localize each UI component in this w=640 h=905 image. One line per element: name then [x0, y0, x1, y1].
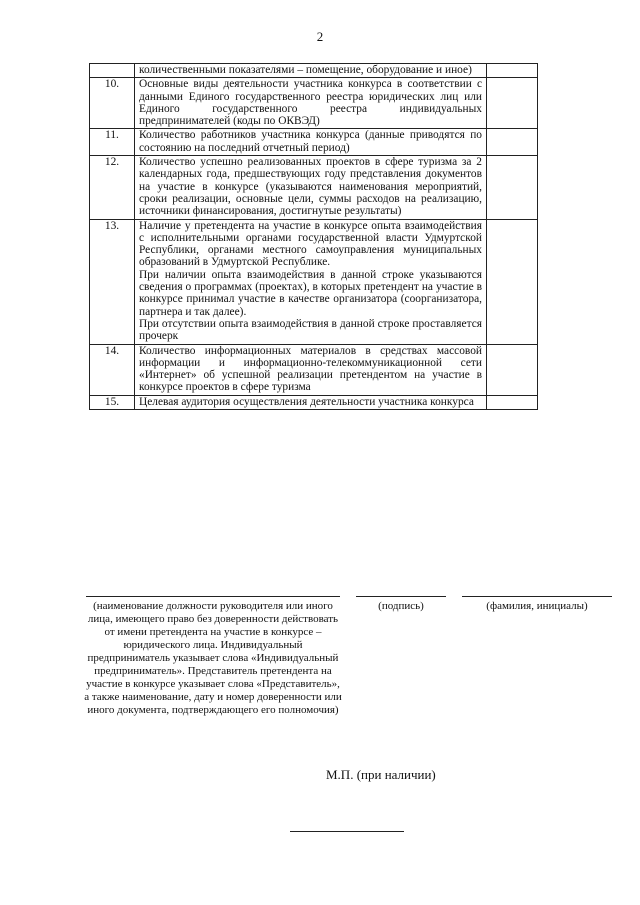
name-caption: (фамилия, инициалы)	[486, 600, 588, 612]
table-row	[90, 156, 538, 219]
row-number: 10.	[90, 78, 135, 129]
bottom-separator-line	[290, 831, 404, 832]
row-description: Целевая аудитория осуществления деятельности участника конкурса	[135, 395, 487, 409]
row-description: Наличие у претендента на участие в конкурсе опыта взаимодействия с исполнительными органами государственной власти Удмуртской Республики, органами местного самоуправления муниципальных образований в Удмуртской Республике. При наличии опыта взаимодействия в данной строке указываются сведения о программах (проектах), в которых претендент на участие в конкурсе принимал участие в качестве организатора (соорганизатора, партнера и так далее). При отсутствии опыта взаимодействия в данной строке проставляется прочерк	[135, 219, 487, 344]
signature-line[interactable]	[356, 596, 446, 597]
row-value-cell[interactable]	[487, 129, 538, 156]
row-value-cell[interactable]	[487, 156, 538, 219]
signature-caption: (подпись)	[378, 600, 424, 612]
table-row	[90, 219, 538, 344]
row-number: 15.	[90, 395, 135, 409]
row-number: 11.	[90, 129, 135, 156]
row-description: количественными показателями – помещение, оборудование и иное)	[135, 64, 487, 78]
row-value-cell[interactable]	[487, 64, 538, 78]
row-number: 13.	[90, 219, 135, 344]
table-row	[90, 64, 538, 78]
application-form-table	[89, 63, 538, 410]
row-number: 14.	[90, 344, 135, 395]
table-row	[90, 78, 538, 129]
row-value-cell[interactable]	[487, 78, 538, 129]
table-row	[90, 344, 538, 395]
row-description: Основные виды деятельности участника конкурса в соответствии с данными Единого государственного реестра юридических лиц или Единого государственного реестра индивидуальных предпринимателей (коды по ОКВЭД)	[135, 78, 487, 129]
row-value-cell[interactable]	[487, 219, 538, 344]
row-number	[90, 64, 135, 78]
row-description: Количество работников участника конкурса (данные приводятся по состоянию на последний отчетный период)	[135, 129, 487, 156]
table-row	[90, 129, 538, 156]
row-description: Количество информационных материалов в средствах массовой информации и информационно-телекоммуникационной сети «Интернет» об успешной реализации претендентом на участие в конкурсе проектов в сфере туризма	[135, 344, 487, 395]
page-number: 2	[316, 29, 324, 44]
name-signature-line[interactable]	[462, 596, 612, 597]
row-number: 12.	[90, 156, 135, 219]
position-signature-line[interactable]	[86, 596, 340, 597]
row-value-cell[interactable]	[487, 395, 538, 409]
row-value-cell[interactable]	[487, 344, 538, 395]
position-caption: (наименование должности руководителя или иного лица, имеющего право без доверенности действовать от имени претендента на участие в конкурсе – юридического лица. Индивидуальный предприниматель указывает слова «Индивидуальный предприниматель». Представитель претендента на участие в конкурсе указывает слова «Представитель», а также наименование, дату и номер доверенности или иного документа, подтверждающего его полномочия)	[84, 600, 342, 716]
stamp-placeholder: М.П. (при наличии)	[326, 767, 436, 782]
table-row	[90, 395, 538, 409]
row-description: Количество успешно реализованных проектов в сфере туризма за 2 календарных года, предшествующих году представления документов на участие в конкурсе (указываются наименования мероприятий, сроки реализации, основные цели, суммы расходов на реализацию, источники финансирования, достигнутые результаты)	[135, 156, 487, 219]
